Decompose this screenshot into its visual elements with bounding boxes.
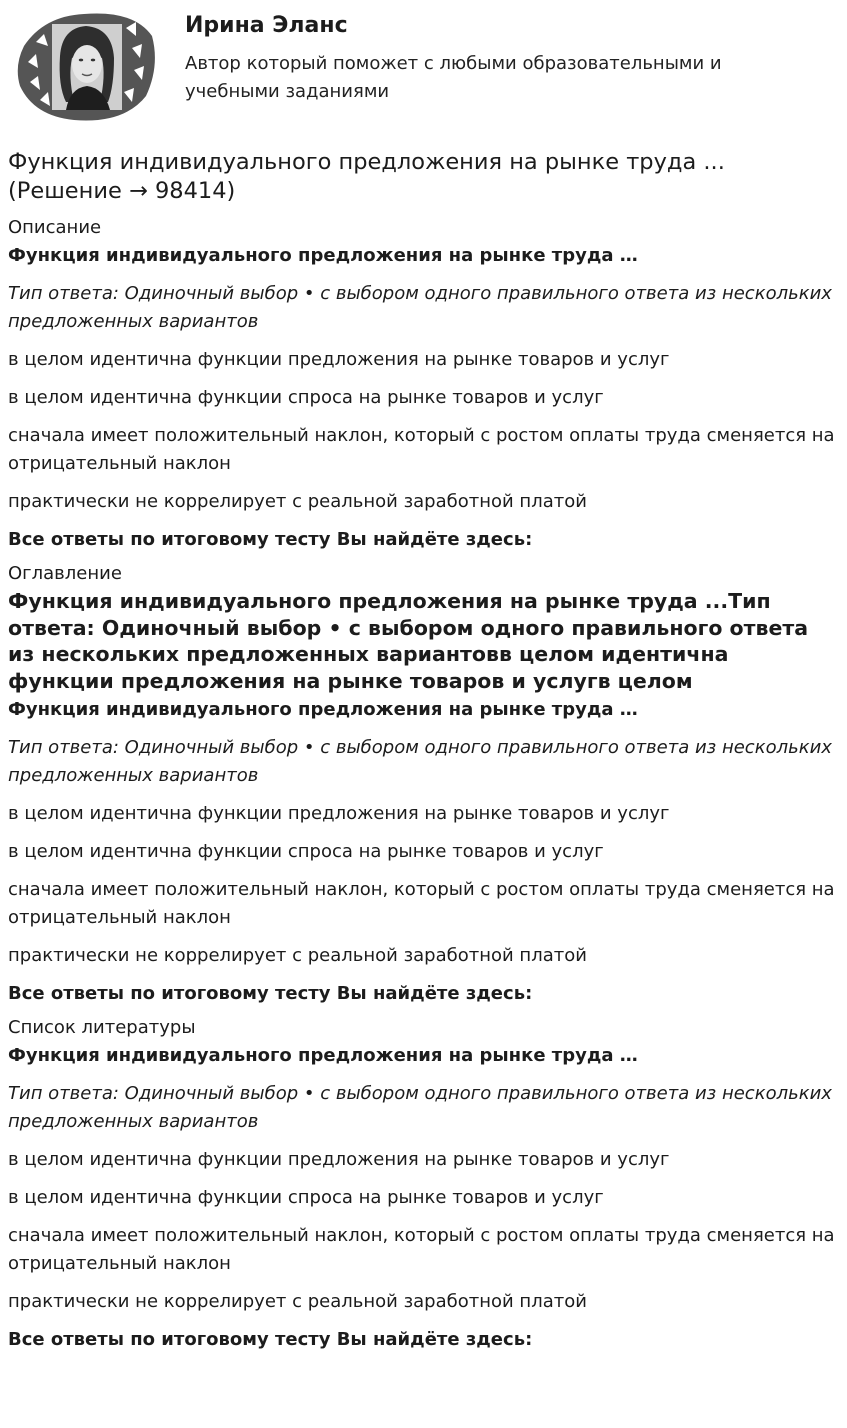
answer-option: в целом идентична функции предложения на рынке товаров и услуг [8,349,670,370]
answer-option: в целом идентична функции предложения на рынке товаров и услуг [8,803,670,824]
section-label-contents: Оглавление [8,563,122,584]
contents-heading: Функция индивидуального предложения на рынке труда ...Тип ответа: Одиночный выбор • с выбором одного правильного ответа из нескольких предложенных вариантовв целом идентична функции предложения на рынке товаров и услугв целом [8,589,809,693]
answer-option: в целом идентична функции спроса на рынке товаров и услуг [8,841,604,862]
section-label-description: Описание [8,217,102,238]
answer-option: в целом идентична функции предложения на рынке товаров и услуг [8,1149,670,1170]
description-section [8,216,839,552]
author-name[interactable]: Ирина Эланс [185,13,348,38]
document-title: Функция индивидуального предложения на рынке труда ... (Решение → 98414) [8,149,725,204]
question-title: Функция индивидуального предложения на рынке труда … [8,1045,638,1066]
answer-type: Тип ответа: Одиночный выбор • с выбором одного правильного ответа из нескольких предложенных вариантов [8,737,832,786]
answer-option: в целом идентична функции спроса на рынке товаров и услуг [8,1187,604,1208]
references-section [8,1016,839,1352]
answer-option: сначала имеет положительный наклон, который с ростом оплаты труда сменяется на отрицательный наклон [8,879,835,928]
contents-section [8,562,839,1006]
author-header [8,0,839,132]
section-label-references: Список литературы [8,1017,196,1038]
answer-option: сначала имеет положительный наклон, который с ростом оплаты труда сменяется на отрицательный наклон [8,1225,835,1274]
question-title: Функция индивидуального предложения на рынке труда … [8,699,638,720]
all-answers-link[interactable]: Все ответы по итоговому тесту Вы найдёте здесь: [8,983,533,1004]
answer-option: практически не коррелирует с реальной заработной платой [8,491,587,512]
answer-option: сначала имеет положительный наклон, который с ростом оплаты труда сменяется на отрицательный наклон [8,425,835,474]
author-avatar[interactable] [14,6,160,126]
answer-option: в целом идентична функции спроса на рынке товаров и услуг [8,387,604,408]
answer-type: Тип ответа: Одиночный выбор • с выбором одного правильного ответа из нескольких предложенных вариантов [8,283,832,332]
question-title: Функция индивидуального предложения на рынке труда … [8,245,638,266]
answer-option: практически не коррелирует с реальной заработной платой [8,945,587,966]
all-answers-link[interactable]: Все ответы по итоговому тесту Вы найдёте здесь: [8,1329,533,1350]
answer-type: Тип ответа: Одиночный выбор • с выбором одного правильного ответа из нескольких предложенных вариантов [8,1083,832,1132]
author-description: Автор который поможет с любыми образовательными и учебными заданиями [185,53,722,102]
all-answers-link[interactable]: Все ответы по итоговому тесту Вы найдёте здесь: [8,529,533,550]
answer-option: практически не коррелирует с реальной заработной платой [8,1291,587,1312]
